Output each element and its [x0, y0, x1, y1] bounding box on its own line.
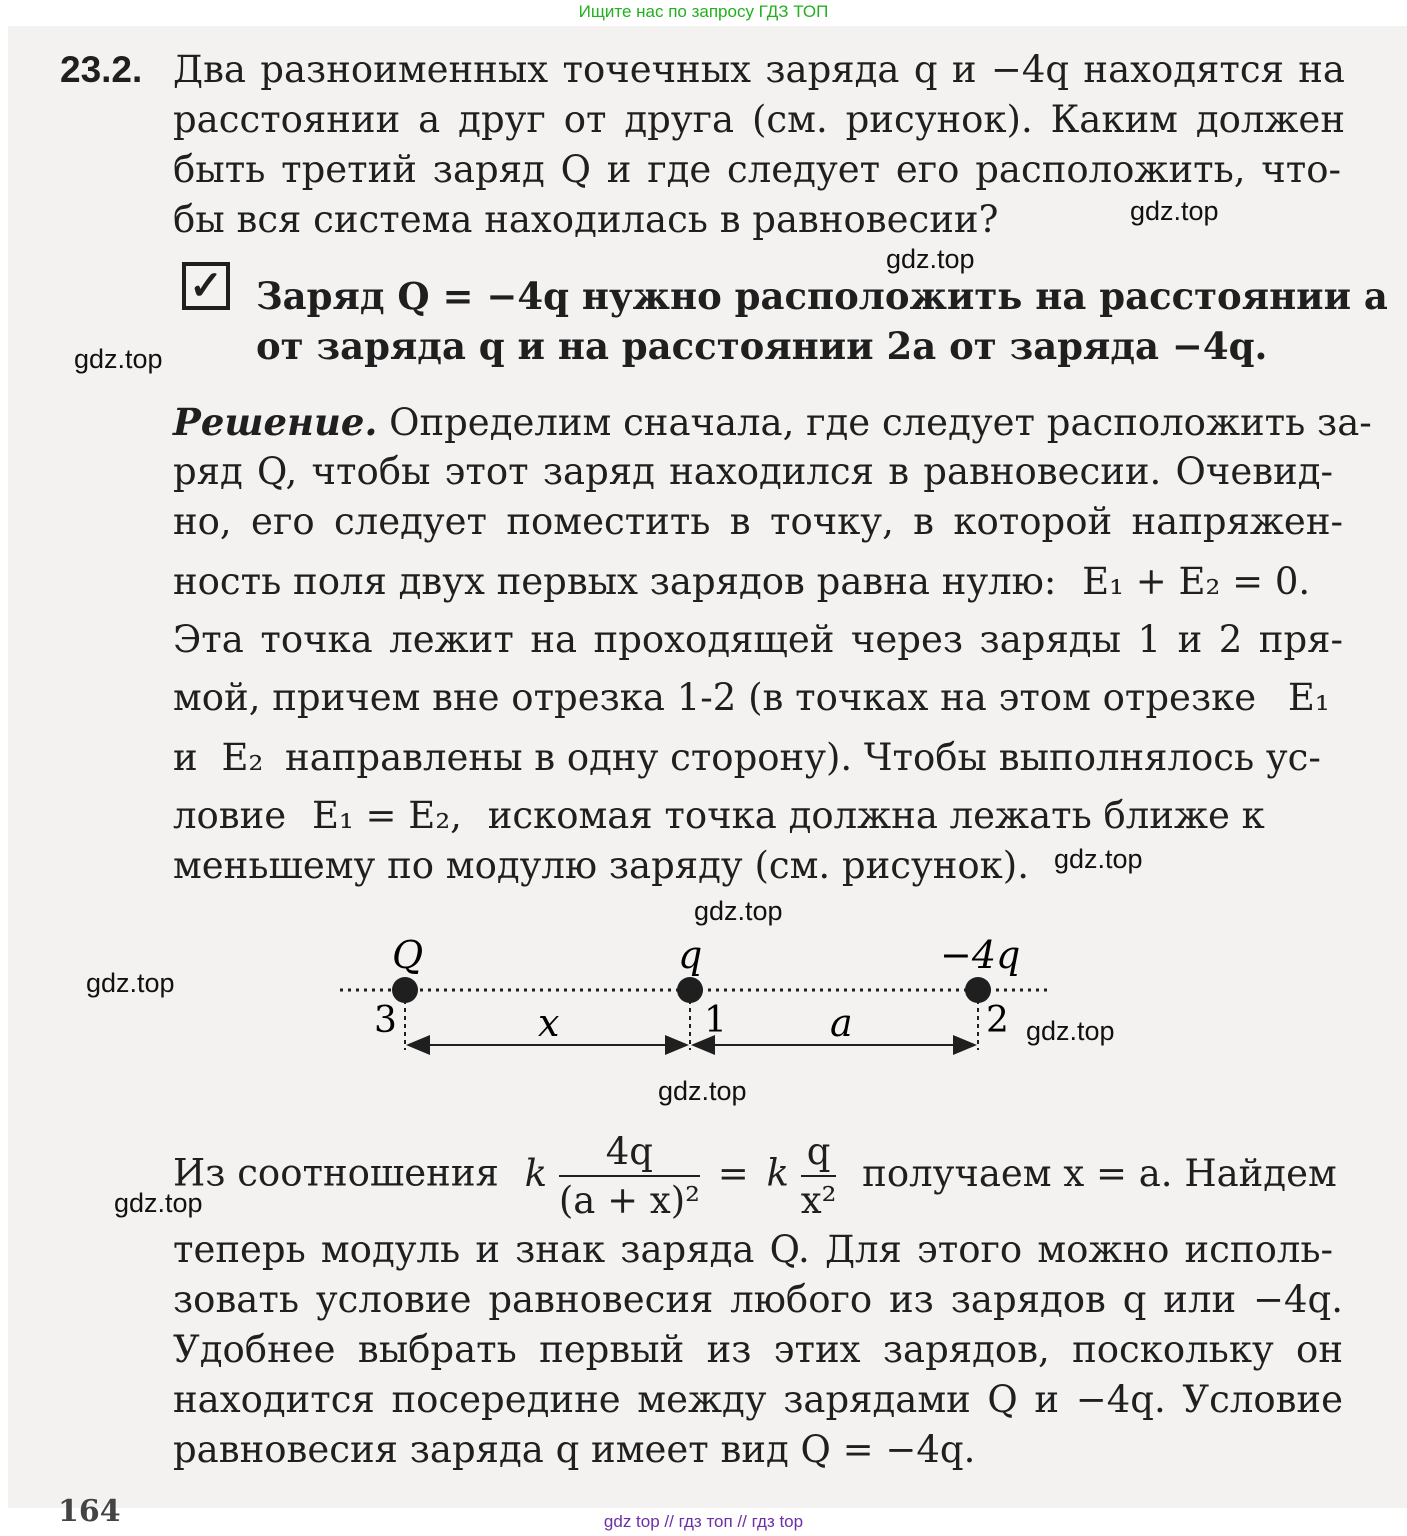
- top-banner: Ищите нас по запросу ГДЗ ТОП: [578, 2, 829, 21]
- problem-line-1: Два разноименных точечных заряда q и −4q находятся на: [173, 48, 1345, 91]
- watermark-text: gdz.top: [1026, 1016, 1115, 1046]
- condition-equation: E₁ = E₂,: [311, 794, 462, 837]
- distance-label-x: x: [538, 1001, 560, 1045]
- solution-line-2: ряд Q, чтобы этот заряд находился в равновесии. Очевид-: [173, 450, 1333, 493]
- solution-line-6: [173, 676, 1343, 720]
- coef-k-right: k: [766, 1151, 789, 1195]
- solution-line-8: [173, 794, 1343, 838]
- point-label-2: 2: [986, 1000, 1009, 1041]
- charge-label-Q: Q: [392, 933, 424, 977]
- relation-suffix: получаем x = a. Найдем: [862, 1151, 1337, 1195]
- solution-line-5: Эта точка лежит на проходящей через заряды 1 и 2 пря-: [173, 618, 1343, 661]
- solution-line-1: [173, 400, 1372, 445]
- watermark-text: gdz.top: [74, 344, 163, 374]
- charges-diagram: [330, 930, 1070, 1070]
- coef-k-left: k: [524, 1151, 548, 1195]
- relation-formula: [173, 1130, 1337, 1222]
- solution-line-7: [173, 736, 1343, 780]
- fraction-left: [559, 1130, 700, 1222]
- fraction-left-denominator: (a + x)²: [558, 1179, 700, 1222]
- watermark-text: gdz.top: [886, 244, 975, 274]
- check-icon: ✓: [182, 262, 230, 310]
- solution-line-4: [173, 560, 1310, 604]
- equals-sign: =: [717, 1151, 749, 1195]
- solution-label: Решение.: [173, 400, 378, 444]
- bottom-footer: gdz top // гдз топ // гдз top: [603, 1512, 804, 1531]
- conclusion-line-5: равновесия заряда q имеет вид Q = −4q.: [173, 1428, 976, 1471]
- watermark-text: gdz.top: [658, 1076, 747, 1106]
- conclusion-line-2: зовать условие равновесия любого из зарядов q или −4q.: [173, 1278, 1343, 1321]
- problem-number: 23.2.: [60, 49, 143, 90]
- answer-line-1: Заряд Q = −4q нужно расположить на расстоянии a: [256, 274, 1388, 318]
- answer-line-2: от заряда q и на расстоянии 2a от заряда −4q.: [256, 324, 1268, 368]
- solution-and: и: [173, 736, 198, 779]
- charge-label-q: q: [678, 933, 703, 977]
- fraction-left-numerator: 4q: [559, 1130, 700, 1177]
- relation-prefix: Из соотношения: [173, 1151, 499, 1195]
- solution-line-9: меньшему по модулю заряду (см. рисунок).: [173, 844, 1030, 887]
- fraction-right-numerator: q: [801, 1130, 837, 1177]
- field-sum-equation: E₁ + E₂ = 0.: [1082, 560, 1311, 603]
- solution-text-8: искомая точка должна лежать ближе к: [487, 794, 1265, 837]
- e2-symbol: E₂: [221, 736, 264, 779]
- conclusion-line-1: теперь модуль и знак заряда Q. Для этого можно исполь-: [173, 1228, 1333, 1271]
- conclusion-line-3: Удобнее выбрать первый из этих зарядов, поскольку он: [173, 1328, 1343, 1371]
- solution-condition-word: ловие: [173, 794, 287, 837]
- fraction-right-denominator: x²: [800, 1179, 837, 1222]
- fraction-right: [801, 1130, 837, 1222]
- watermark-text: gdz.top: [1130, 196, 1219, 226]
- solution-text-7: направлены в одну сторону). Чтобы выполнялось ус-: [285, 736, 1321, 779]
- watermark-text: gdz.top: [114, 1188, 203, 1218]
- charge-label-minus4q: −4q: [940, 933, 1021, 977]
- e1-symbol: E₁: [1287, 676, 1330, 719]
- watermark-text: gdz.top: [86, 968, 175, 998]
- solution-line-3: но, его следует поместить в точку, в которой напряжен-: [173, 500, 1343, 543]
- page-number: 164: [58, 1494, 121, 1529]
- conclusion-line-4: находится посередине между зарядами Q и −4q. Условие: [173, 1378, 1343, 1421]
- solution-text-4: ность поля двух первых зарядов равна нулю:: [173, 560, 1057, 603]
- point-label-1: 1: [704, 1000, 727, 1041]
- charge-point-1: [677, 977, 703, 1003]
- watermark-text: gdz.top: [1054, 844, 1143, 874]
- problem-line-4: бы вся система находилась в равновесии?: [173, 198, 999, 241]
- watermark-text: gdz.top: [694, 896, 783, 926]
- problem-line-3: быть третий заряд Q и где следует его расположить, что-: [173, 148, 1341, 191]
- problem-line-2: расстоянии a друг от друга (см. рисунок). Каким должен: [173, 98, 1345, 141]
- point-label-3: 3: [374, 1000, 397, 1041]
- solution-text-6: мой, причем вне отрезка 1-2 (в точках на этом отрезке: [173, 676, 1257, 719]
- solution-text-1: Определим сначала, где следует расположить за-: [389, 401, 1372, 444]
- distance-label-a: a: [830, 1001, 853, 1045]
